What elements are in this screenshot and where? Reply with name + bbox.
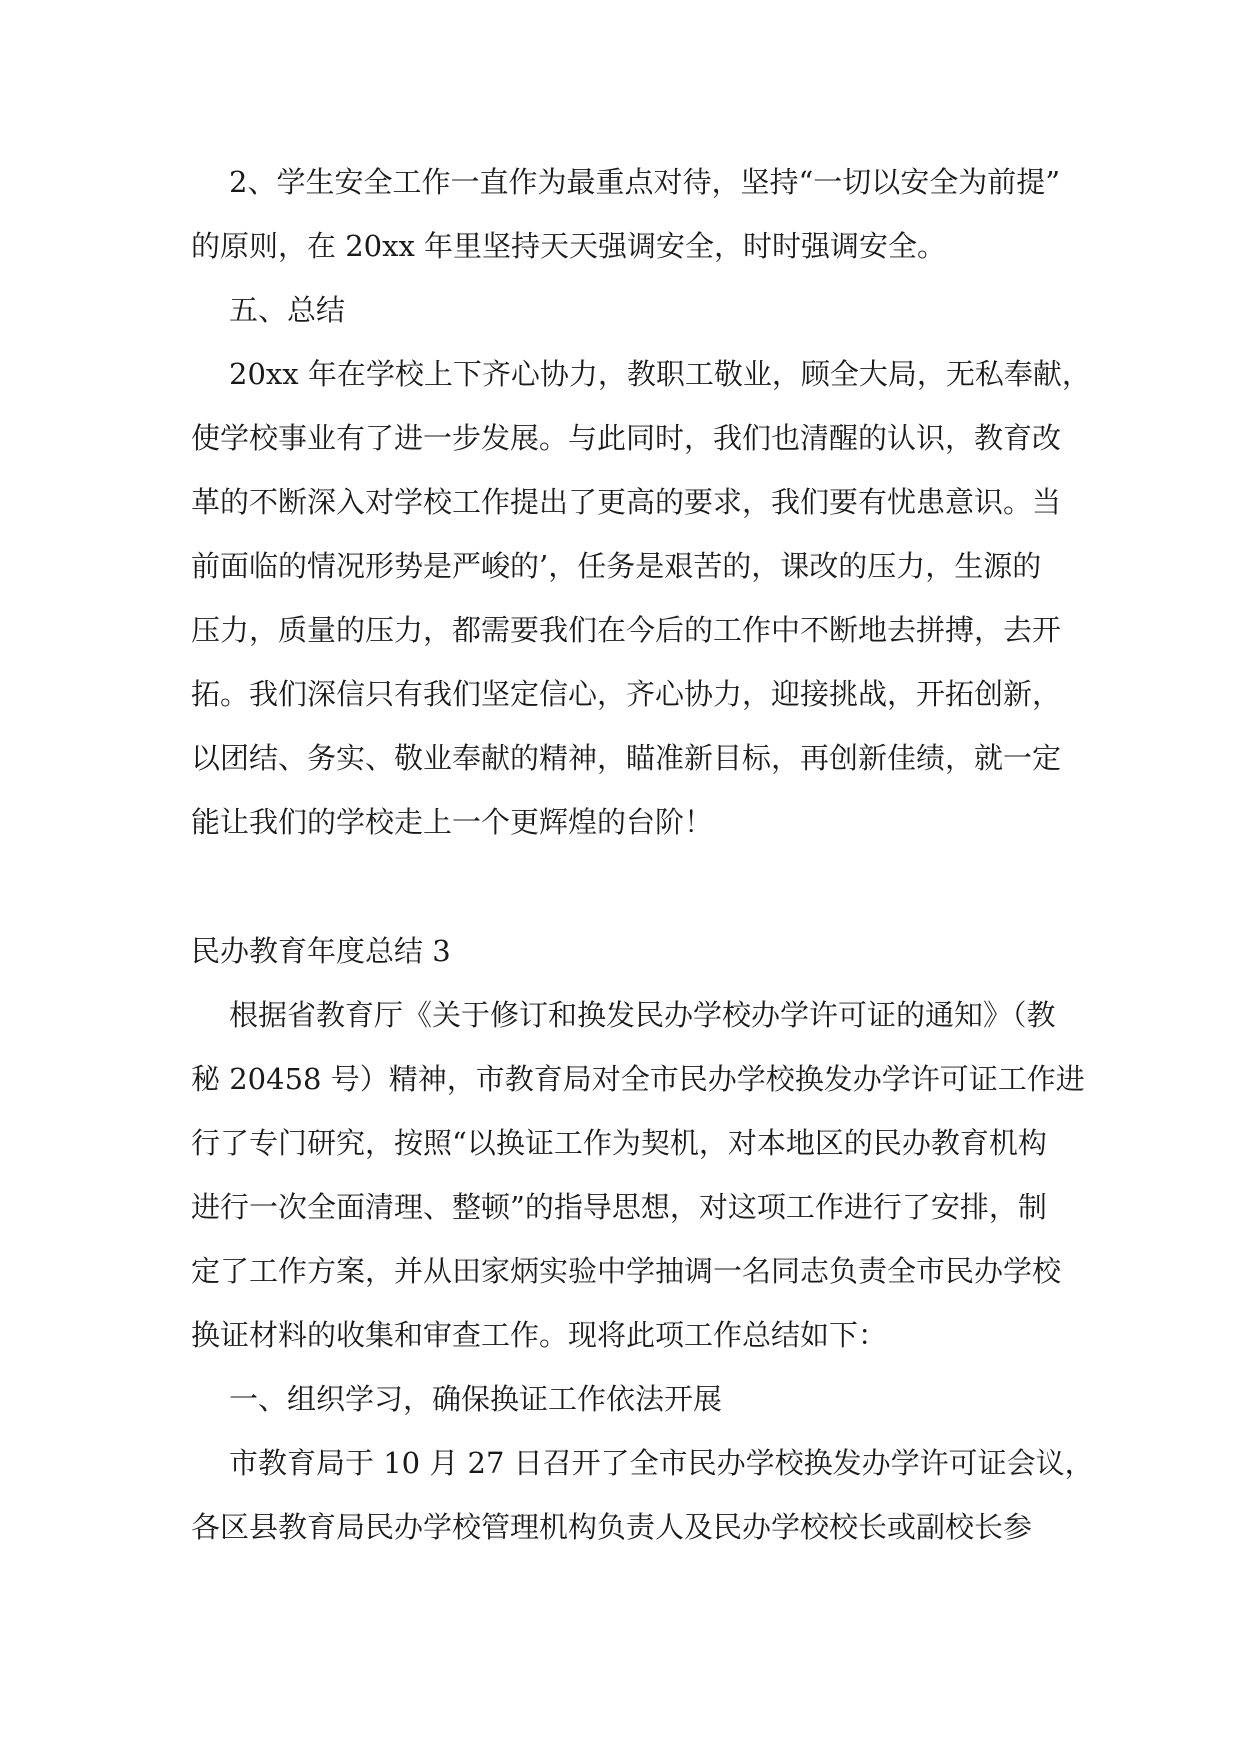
article-title: 民办教育年度总结 3: [191, 934, 451, 968]
section-heading-summary: 五、总结: [229, 293, 346, 327]
paragraph-meeting-line-1: 市教育局于 10 月 27 日召开了全市民办学校换发办学许可证会议，: [229, 1446, 1094, 1480]
paragraph-intro-line-2: 秘 20458 号）精神，市教育局对全市民办学校换发办学许可证工作进: [191, 1062, 1085, 1096]
paragraph-intro-line-3: 行了专门研究，按照“以换证工作为契机，对本地区的民办教育机构: [191, 1126, 1047, 1160]
paragraph-summary-line-5: 压力，质量的压力，都需要我们在今后的工作中不断地去拼搏，去开: [191, 613, 1062, 647]
paragraph-intro-line-6: 换证材料的收集和审查工作。现将此项工作总结如下：: [191, 1318, 888, 1352]
paragraph-intro-line-5: 定了工作方案，并从田家炳实验中学抽调一名同志负责全市民办学校: [191, 1254, 1062, 1288]
paragraph-safety-line-1: 2、学生安全工作一直作为最重点对待，坚持“一切以安全为前提”: [229, 165, 1061, 199]
paragraph-summary-line-4: 前面临的情况形势是严峻的’，任务是艰苦的，课改的压力，生源的: [191, 549, 1042, 583]
paragraph-summary-line-8: 能让我们的学校走上一个更辉煌的台阶！: [191, 805, 714, 839]
paragraph-summary-line-2: 使学校事业有了进一步发展。与此同时，我们也清醒的认识，教育改: [191, 421, 1062, 455]
paragraph-summary-line-1: 20xx 年在学校上下齐心协力，教职工敬业，顾全大局，无私奉献，: [229, 357, 1091, 391]
paragraph-safety-line-2: 的原则，在 20xx 年里坚持天天强调安全，时时强调安全。: [191, 229, 947, 263]
paragraph-intro-line-1: 根据省教育厅《关于修订和换发民办学校办学许可证的通知》（教: [229, 998, 1056, 1032]
paragraph-meeting-line-2: 各区县教育局民办学校管理机构负责人及民办学校校长或副校长参: [191, 1510, 1033, 1544]
paragraph-intro-line-4: 进行一次全面清理、整顿”的指导思想，对这项工作进行了安排，制: [191, 1190, 1047, 1224]
paragraph-summary-line-6: 拓。我们深信只有我们坚定信心，齐心协力，迎接挑战，开拓创新，: [191, 677, 1062, 711]
paragraph-summary-line-7: 以团结、务实、敬业奉献的精神，瞄准新目标，再创新佳绩，就一定: [191, 741, 1062, 775]
section-heading-organize-study: 一、组织学习，确保换证工作依法开展: [229, 1382, 723, 1416]
paragraph-summary-line-3: 革的不断深入对学校工作提出了更高的要求，我们要有忧患意识。当: [191, 485, 1062, 519]
